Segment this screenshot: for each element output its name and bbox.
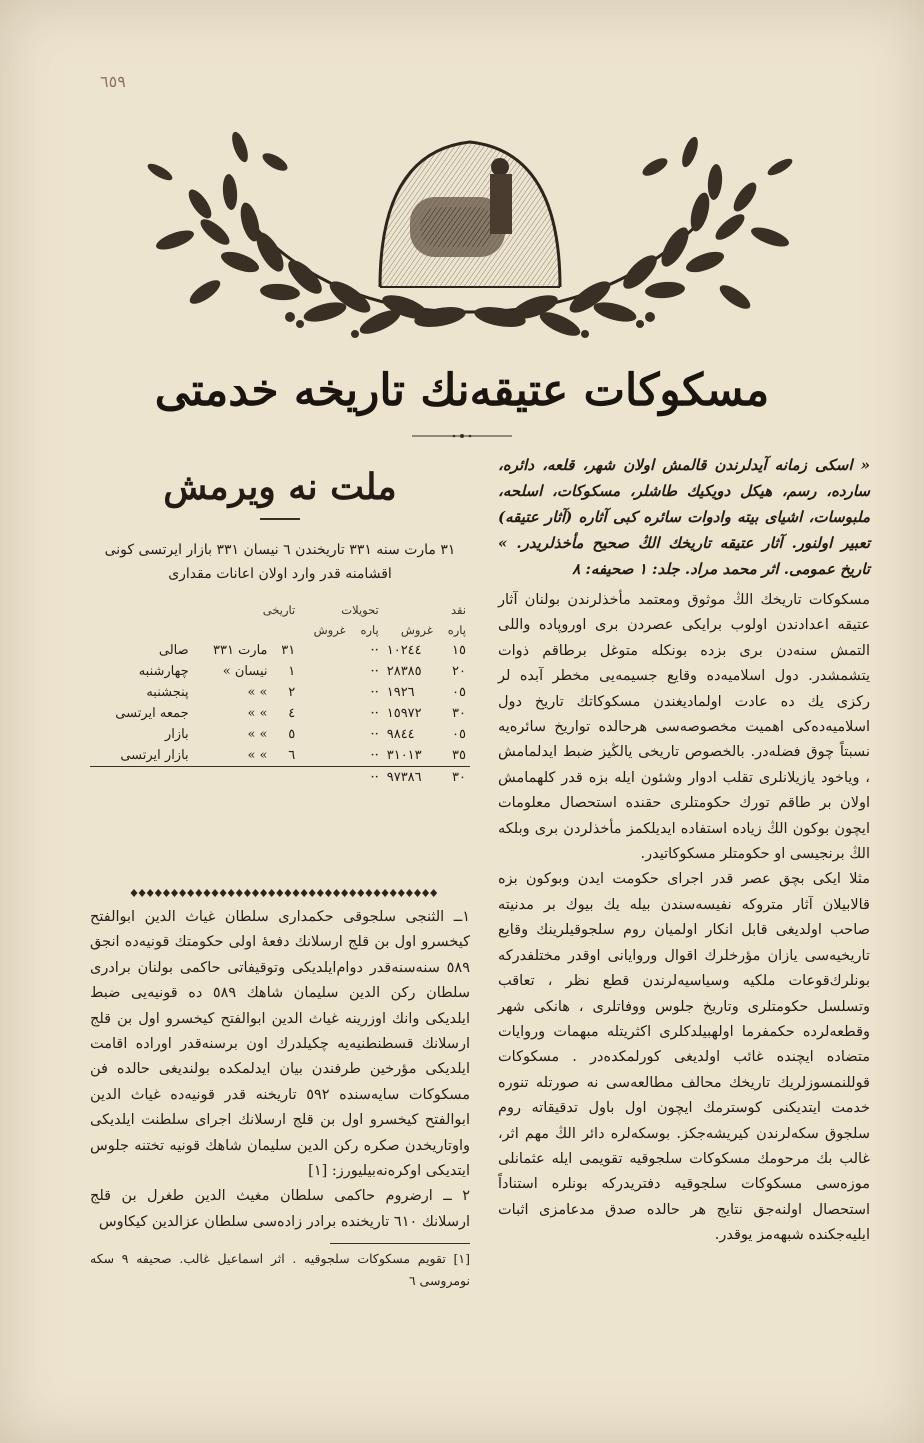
ornament-diamond [244,889,251,897]
notes-section [90,905,470,1292]
table-row [90,661,470,682]
cell-para: ٠٥ [452,727,466,742]
date-header: تاريخى [262,603,296,617]
cell-kurush: ٩٨٤٤ [386,727,415,742]
article-body [498,588,870,1249]
ornament-diamond [365,889,372,897]
ornament-diamond [228,889,235,897]
cell-day: ٤ [288,706,296,721]
ornament-diamond [406,889,413,897]
cell-weekday: پنجشنبه [146,685,189,700]
laurel-vignette-illustration [0,112,924,342]
ornament-diamond [276,889,283,897]
footnote-divider [330,1243,470,1244]
table-row [90,703,470,724]
ornament-diamond [195,889,202,897]
cell-transfer: ·· [370,664,379,679]
cell-month: نيسان » [222,664,268,679]
cell-month: مارت ٣٣١ [212,643,268,658]
table-caption: ٣١ مارت سنه ٣٣١ تاريخندن ٦ نيسان ٣٣١ بازار ايرتسى كونى اقشامنه قدر وارد اولان اعانات مقدارى [104,542,456,582]
cell-kurush: ١٩٢٦ [386,685,415,700]
body-paragraph: مسكوكات تاريخك الڭ موثوق ومعتمد مأخذلرندن بولنان آثار عتيقه اعدادندن اولوب برايكى عصردن برى اوروپاده واللى التمش سنه‌دن برى بزده بونكله متوغل برطاقم ذوات يتشمشدر. دول اسلاميه‌ده وقايع جسيمه‌يى مخطر آبده لر ركزى يك ده عادت اولماديغندن مسكوكاتك تاريخ دول اسلاميه‌ده‌كى اهميت مخصوصه‌سى هرحالده تواريخ سائره‌يه نسبتاً چوق فضله‌در. بالخصوص تاريخى يالڭيز ضبط ايدلمامش ، وياخود يازيلانلرى تقلب ادوار وشئون ايله بزه قدر كلهمامش اولان بر طاقم تورك حكومتلرى حقنده استحصال معلومات ايچون بوكون الڭ زياده استفاده ايديلكمز مأخذلردن برى وبلكه الڭ برنجيسى او حكومتلر مسكوكاتيدر. [498,592,870,863]
cell-day: ٣١ [281,643,296,658]
para-header: پاره [447,623,466,637]
cell-month: » » [247,748,268,763]
ornament-diamond [422,889,429,897]
table-row [90,745,470,767]
cell-day: ٦ [288,748,296,763]
table-sub-header [90,620,470,640]
ornament-diamond [171,889,178,897]
total-transfer: ·· [350,767,383,789]
total-para: ٣٠ [437,767,470,789]
ornament-diamond [187,889,194,897]
ornament-diamond [203,889,210,897]
right-column [498,452,870,1249]
kurush-header: غروش [400,623,433,637]
table-row [90,724,470,745]
heading-divider [260,518,300,520]
ornament-diamond [430,889,437,897]
cell-weekday: جمعه ايرتسى [115,706,189,721]
transfers-header: تحويلات [341,603,379,617]
cell-transfer: ·· [370,643,379,658]
ornament-diamond [349,889,356,897]
donations-heading: ملت نه ويرمش [163,466,397,508]
cell-para: ٣٠ [452,706,466,721]
cell-kurush: ١٥٩٧٢ [386,706,422,721]
article-title: مسكوكات عتيقه‌نك تاريخه خدمتى [154,365,770,416]
ornament-diamond [179,889,186,897]
cell-weekday: بازار [164,727,189,742]
cell-kurush: ١٠٢٤٤ [386,643,422,658]
ornament-diamond [131,889,138,897]
epigraph-quote: « اسكى زمانه آيدلرندن قالمش اولان شهر، قلعه، دائره، سارده، رسم، هيكل دويكيك طاشلر، مسكوكات، اسلحه، ملبوسات، اشياى بيته وادوات سائره كبى آثاره (آثار عتيقه) تعبير اولنور. آثار عتيقه تاريخك الڭ صحيح مأخذلريدر. » تاريخ عمومى. اثر محمد مراد. جلد: ١ صحيفه: ٨ [498,456,870,578]
ornament-diamond [382,889,389,897]
left-column [90,462,470,788]
cell-weekday: چهارشنبه [138,664,189,679]
ornament-diamond [163,889,170,897]
table-row [90,682,470,703]
ornament-diamond [139,889,146,897]
ornament-diamond [252,889,259,897]
cell-month: » » [247,685,268,700]
page-number: ٦٥٩ [100,72,126,91]
ornament-diamond [398,889,405,897]
ornament-diamond [414,889,421,897]
cell-day: ٥ [288,727,296,742]
transfer-para-header: پاره [360,623,379,637]
ornament-diamond [260,889,267,897]
ornament-diamond [212,889,219,897]
cell-kurush: ٢٨٣٨٥ [386,664,422,679]
ornament-diamond [374,889,381,897]
ornament-diamond [317,889,324,897]
ornament-diamond [341,889,348,897]
ornament-diamond [284,889,291,897]
body-paragraph: مثلا ايكى بچق عصر قدر اجراى حكومت ايدن وبوكون بزه قالابيلان آثار متروكه نفيسه‌سندن بيله يك بيوك بر مدنيته صاحب اولديغى قابل انكار اولميان روم سلجوقيلرينك وقايع تاريخيه‌سى يازان مؤرخلرك اقوال وروايانى اوقدر مختلفدركه بونلرك‌قوعات ملكيه وسياسيه‌لرندن قطع نظر ، تعاقب وتسلسل حكومتلرى وتاريخ جلوس ووفاتلرى ، هانكى شهر وقطعه‌لرده حكمفرما اولهبيلدكلرى اكثريتله مبهمات وروايات متضاده ايچنده غائب اولديغى كورلمكده‌در . مسكوكات قوللنمسوزلريك تاريخك محالف مطالعه‌سى نه صورتله تنوره خدمت ايتديكنى كوسترمك ايچون اول باول تدقيقاته روم سلجوق سكه‌لرندن كيريشه‌جكز. بوسكه‌لره دائر الڭ مهم اثر، غالب بك مرحومك مسكوكات سلجوقيه تقويمى ايله عثمانلى موزه‌سى مسكوكات سلجوقيه دفتريدركه بونلره استناداً استحصال اولنه‌جق نتايج هر حالده صدق مدعامزى اثبات ايليه‌جكنده شبهه‌مز يوقدر. [498,871,870,1244]
ornament-diamond [390,889,397,897]
table-total-row [90,767,470,789]
cell-day: ٢ [288,685,296,700]
cell-month: » » [247,706,268,721]
total-kurush: ٩٧٣٨٦ [383,767,437,789]
note-paragraph: ٢ ــ ارضروم حاكمى سلطان مغيث الدين طغرل بن قلج ارسلانك ٦١٠ تاريخنده برادر زاده‌سى سلطان عزالدين كيكاوس [90,1188,470,1230]
table-group-header [90,600,470,620]
ornament-diamond [147,889,154,897]
cell-month: » » [247,727,268,742]
footnote: [١] تقويم مسكوكات سلجوقيه . اثر اسماعيل غالب. صحيفه ٩ سكه نومروسى ٦ [90,1251,470,1289]
ornament-diamond [333,889,340,897]
ornamental-divider [130,888,440,898]
cell-transfer: ·· [370,685,379,700]
ornament-diamond [309,889,316,897]
ornament-diamond [293,889,300,897]
cash-header: نقد [450,603,466,617]
note-paragraph: ١ــ الثنجى سلجوقى حكمدارى سلطان غياث الدين ابوالفتح كيخسرو اول بن قلج ارسلانك دفعهٔ اولى حكومتك قونيه‌ده انجق ٥٨٩ سنه‌سنه‌قدر دوام‌ايلديكى وتوقيفاتى حاكمى بولنان برادرى سلطان ركن الدين سليمان شاهك ٥٨٩ ده قونيه‌يى ضبط ايلديكى وانك اوزرينه غياث الدين ابوالفتح كيخسرو اول بن قلج ارسلانك قسطنطنيه‌يه چكيلدرك اون برسنه‌قدر اوراده اقامت ايلديكى مؤرخين طرفندن بيان ايدلمكده بولنديغى حالده فن مسكوكات سايه‌سنده ٥٩٢ تاريخنه قدر قونيه‌ده غياث الدين ابوالفتح كيخسرو اول بن قلج ارسلانك اجراى سلطنت ايلديكى واوتاريخدن صكره ركن الدين سليمان شاهك قونيه تختنه جلوس ايتديكى اوكره‌نه‌بيليورز: [١] [90,909,470,1180]
cell-weekday: بازار ايرتسى [120,748,189,763]
ornament-diamond [301,889,308,897]
cell-transfer: ·· [370,706,379,721]
cell-transfer: ·· [370,727,379,742]
cell-kurush: ٣١٠١٣ [386,748,422,763]
ornament-diamond [155,889,162,897]
cell-para: ٠٥ [452,685,466,700]
cell-para: ١٥ [452,643,466,658]
cell-weekday: صالى [158,643,189,658]
title-divider [412,433,512,439]
table-row [90,640,470,661]
ornament-diamond [236,889,243,897]
ornament-diamond [357,889,364,897]
cell-para: ٢٠ [452,664,466,679]
ornament-diamond [220,889,227,897]
ornament-diamond [325,889,332,897]
transfer-kurush-header: غروش [313,623,346,637]
donations-table [90,600,470,788]
cell-para: ٣٥ [452,748,466,763]
ornament-diamond [268,889,275,897]
cell-day: ١ [288,664,296,679]
cell-transfer: ·· [370,748,379,763]
